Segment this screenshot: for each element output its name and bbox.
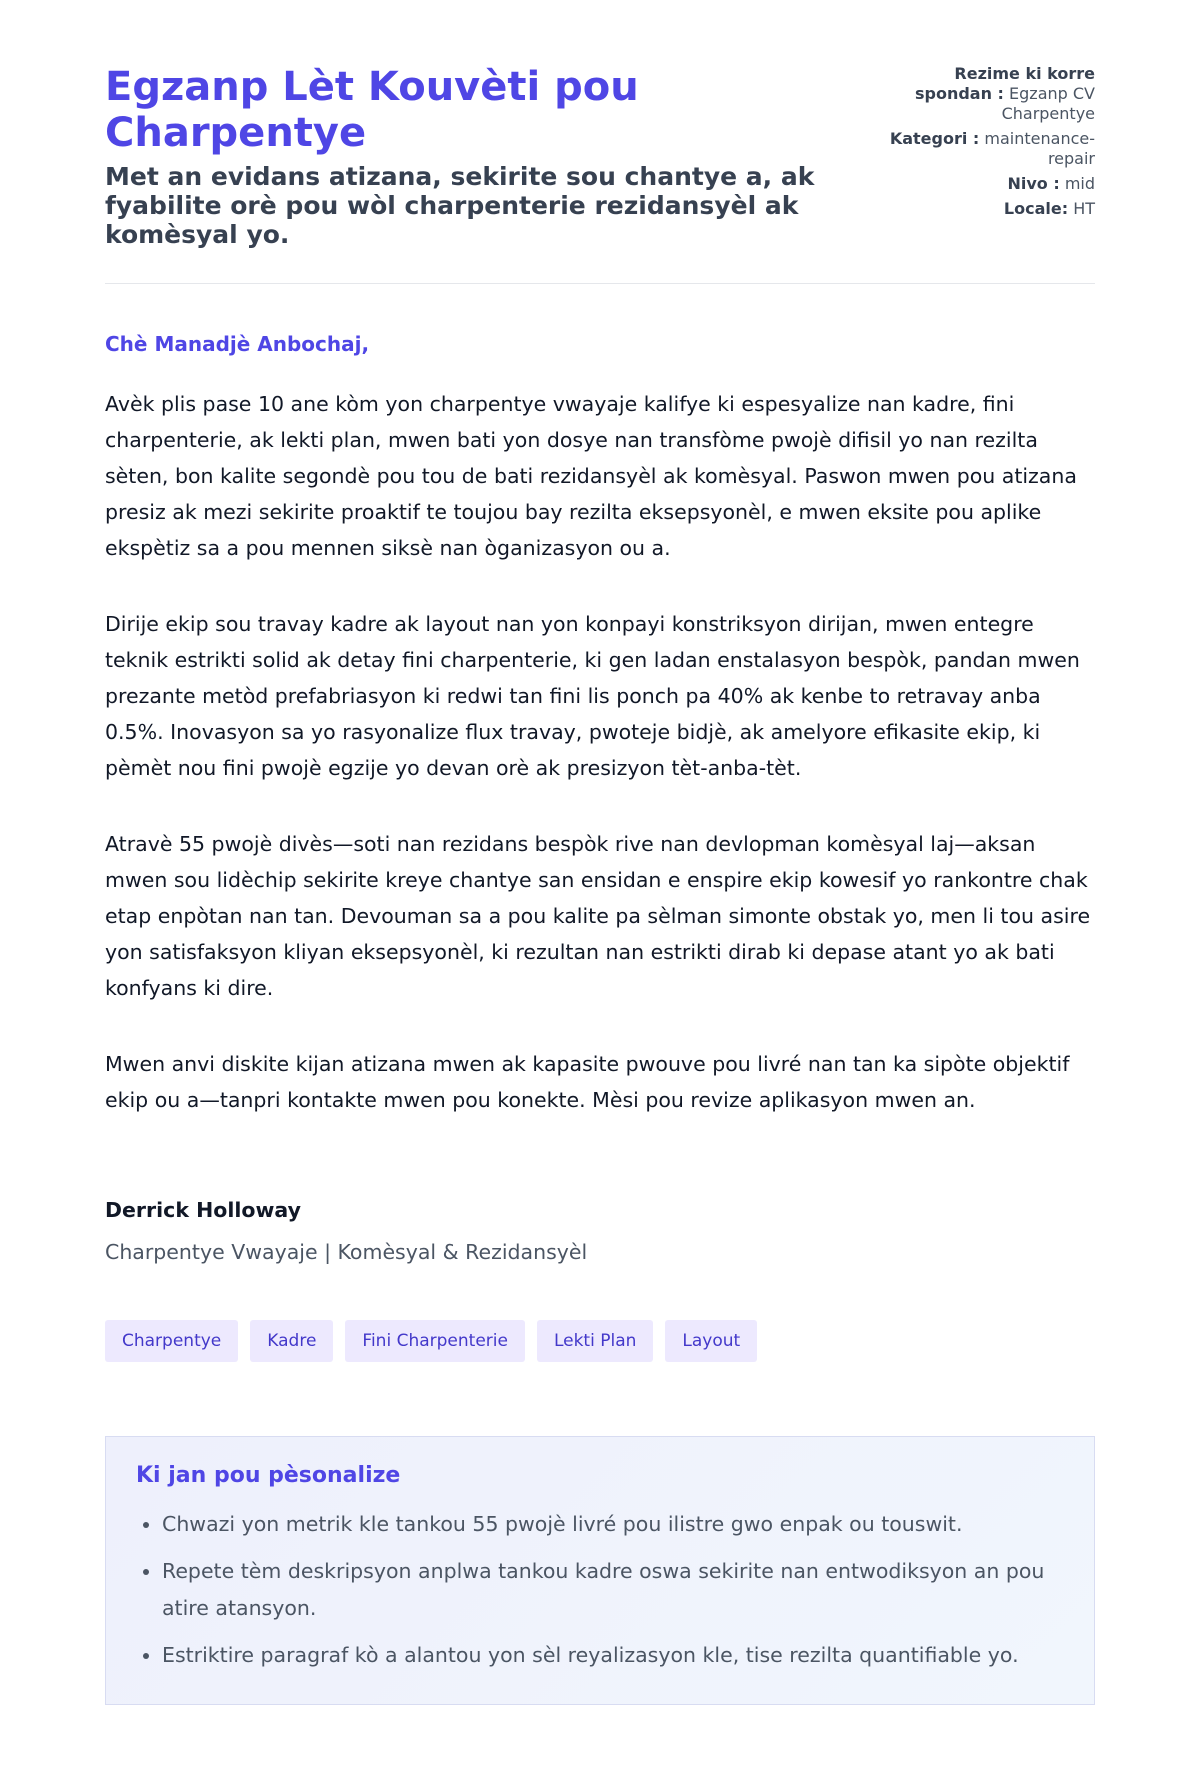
letter-paragraph: Avèk plis pase 10 ane kòm yon charpentye vwayaje kalifye ki espesyalize nan kadre, fini charpenterie, ak lekti plan, mwen bati yon dosye nan transfòme pwojè difisil yo nan rezilta sèten, bon kalite segondè pou tou de bati rezidansyèl ak komèsyal. Paswon mwen pou atizana presiz ak mezi sekirite proaktif te toujou bay rezilta eksepsyonèl, e mwen eksite pou aplike ekspètiz sa a pou mennen siksè nan òganizasyon ou a. — [105, 392, 1077, 560]
meta-locale-value: HT — [1073, 199, 1095, 218]
meta-locale-label: Locale: — [1003, 199, 1069, 218]
cover-letter-page — [105, 0, 1095, 1705]
meta-summary — [875, 64, 1095, 124]
meta-summary-label: Rezime ki korre spondan : — [914, 64, 1095, 103]
letter-paragraph: Atravè 55 pwojè divès—soti nan rezidans bespòk rive nan devlopman komèsyal laj—aksan mwen sou lidèchip sekirite kreye chantye san ensidan e enspire ekip kowesif yo rankontre chak etap enpòtan nan tan. Devouman sa a pou kalite pa sèlman simonte obstak yo, men li tou asire yon satisfaksyon kliyan eksepsyonèl, ki rezultan nan estrikti dirab ki depase atant yo ak bati konfyans ki dire. — [105, 832, 1091, 1000]
meta-level — [875, 174, 1095, 194]
skill-tag: Lekti Plan — [537, 1320, 653, 1362]
skill-tag: Layout — [665, 1320, 757, 1362]
skill-tags — [105, 1320, 1095, 1362]
meta-summary-value: Egzanp CV Charpentye — [1001, 84, 1095, 123]
letter-paragraph: Dirije ekip sou travay kadre ak layout nan yon konpayi konstriksyon dirijan, mwen entegre teknik estrikti solid ak detay fini charpenterie, ki gen ladan enstalasyon bespòk, pandan mwen prezante metòd prefabriasyon ki redwi tan fini lis ponch pa 40% ak kenbe to retravay anba 0.5%. Inovasyon sa yo rasyonalize flux travay, pwoteje bidjè, ak amelyore efikasite ekip, ki pèmèt nou fini pwojè egzije yo devan orè ak presizyon tèt-anba-tèt. — [105, 612, 1080, 780]
page-title: Egzanp Lèt Kouvèti pou Charpentye — [105, 64, 639, 156]
signature-name: Derrick Holloway — [105, 1198, 301, 1222]
customization-tips — [105, 1436, 1095, 1705]
page-header — [105, 64, 1095, 284]
skill-tag: Charpentye — [105, 1320, 238, 1362]
meta-panel — [875, 64, 1095, 224]
meta-level-label: Nivo : — [1007, 174, 1060, 193]
meta-level-value: mid — [1064, 174, 1095, 193]
tip-item: • Chwazi yon metrik kle tankou 55 pwojè livré pou ilistre gwo enpak ou touswit. — [162, 1506, 1064, 1543]
meta-locale — [875, 199, 1095, 219]
tip-item: • Estriktire paragraf kò a alantou yon sèl reyalizasyon kle, tise rezilta quantifiable yo. — [162, 1637, 1064, 1674]
page-subtitle: Met an evidans atizana, sekirite sou chantye a, ak fyabilite orè pou wòl charpenterie rezidansyèl ak komèsyal yo. — [105, 162, 815, 249]
letter-greeting: Chè Manadjè Anbochaj, — [105, 332, 370, 356]
tip-item: • Repete tèm deskripsyon anplwa tankou kadre oswa sekirite nan entwodiksyon an pou atire atansyon. — [162, 1553, 1064, 1627]
tips-list — [136, 1506, 1064, 1674]
header-title-block — [105, 64, 865, 249]
skill-tag: Kadre — [250, 1320, 333, 1362]
meta-category-value: maintenance-repair — [984, 129, 1095, 168]
signature-role: Charpentye Vwayaje | Komèsyal & Rezidansyèl — [105, 1240, 588, 1264]
meta-category-label: Kategori : — [889, 129, 980, 148]
skill-tag: Fini Charpenterie — [345, 1320, 525, 1362]
tips-title: Ki jan pou pèsonalize — [136, 1463, 401, 1488]
letter-paragraph: Mwen anvi diskite kijan atizana mwen ak kapasite pwouve pou livré nan tan ka sipòte objektif ekip ou a—tanpri kontakte mwen pou konekte. Mèsi pou revize aplikasyon mwen an. — [105, 1052, 1070, 1112]
meta-category — [875, 129, 1095, 169]
